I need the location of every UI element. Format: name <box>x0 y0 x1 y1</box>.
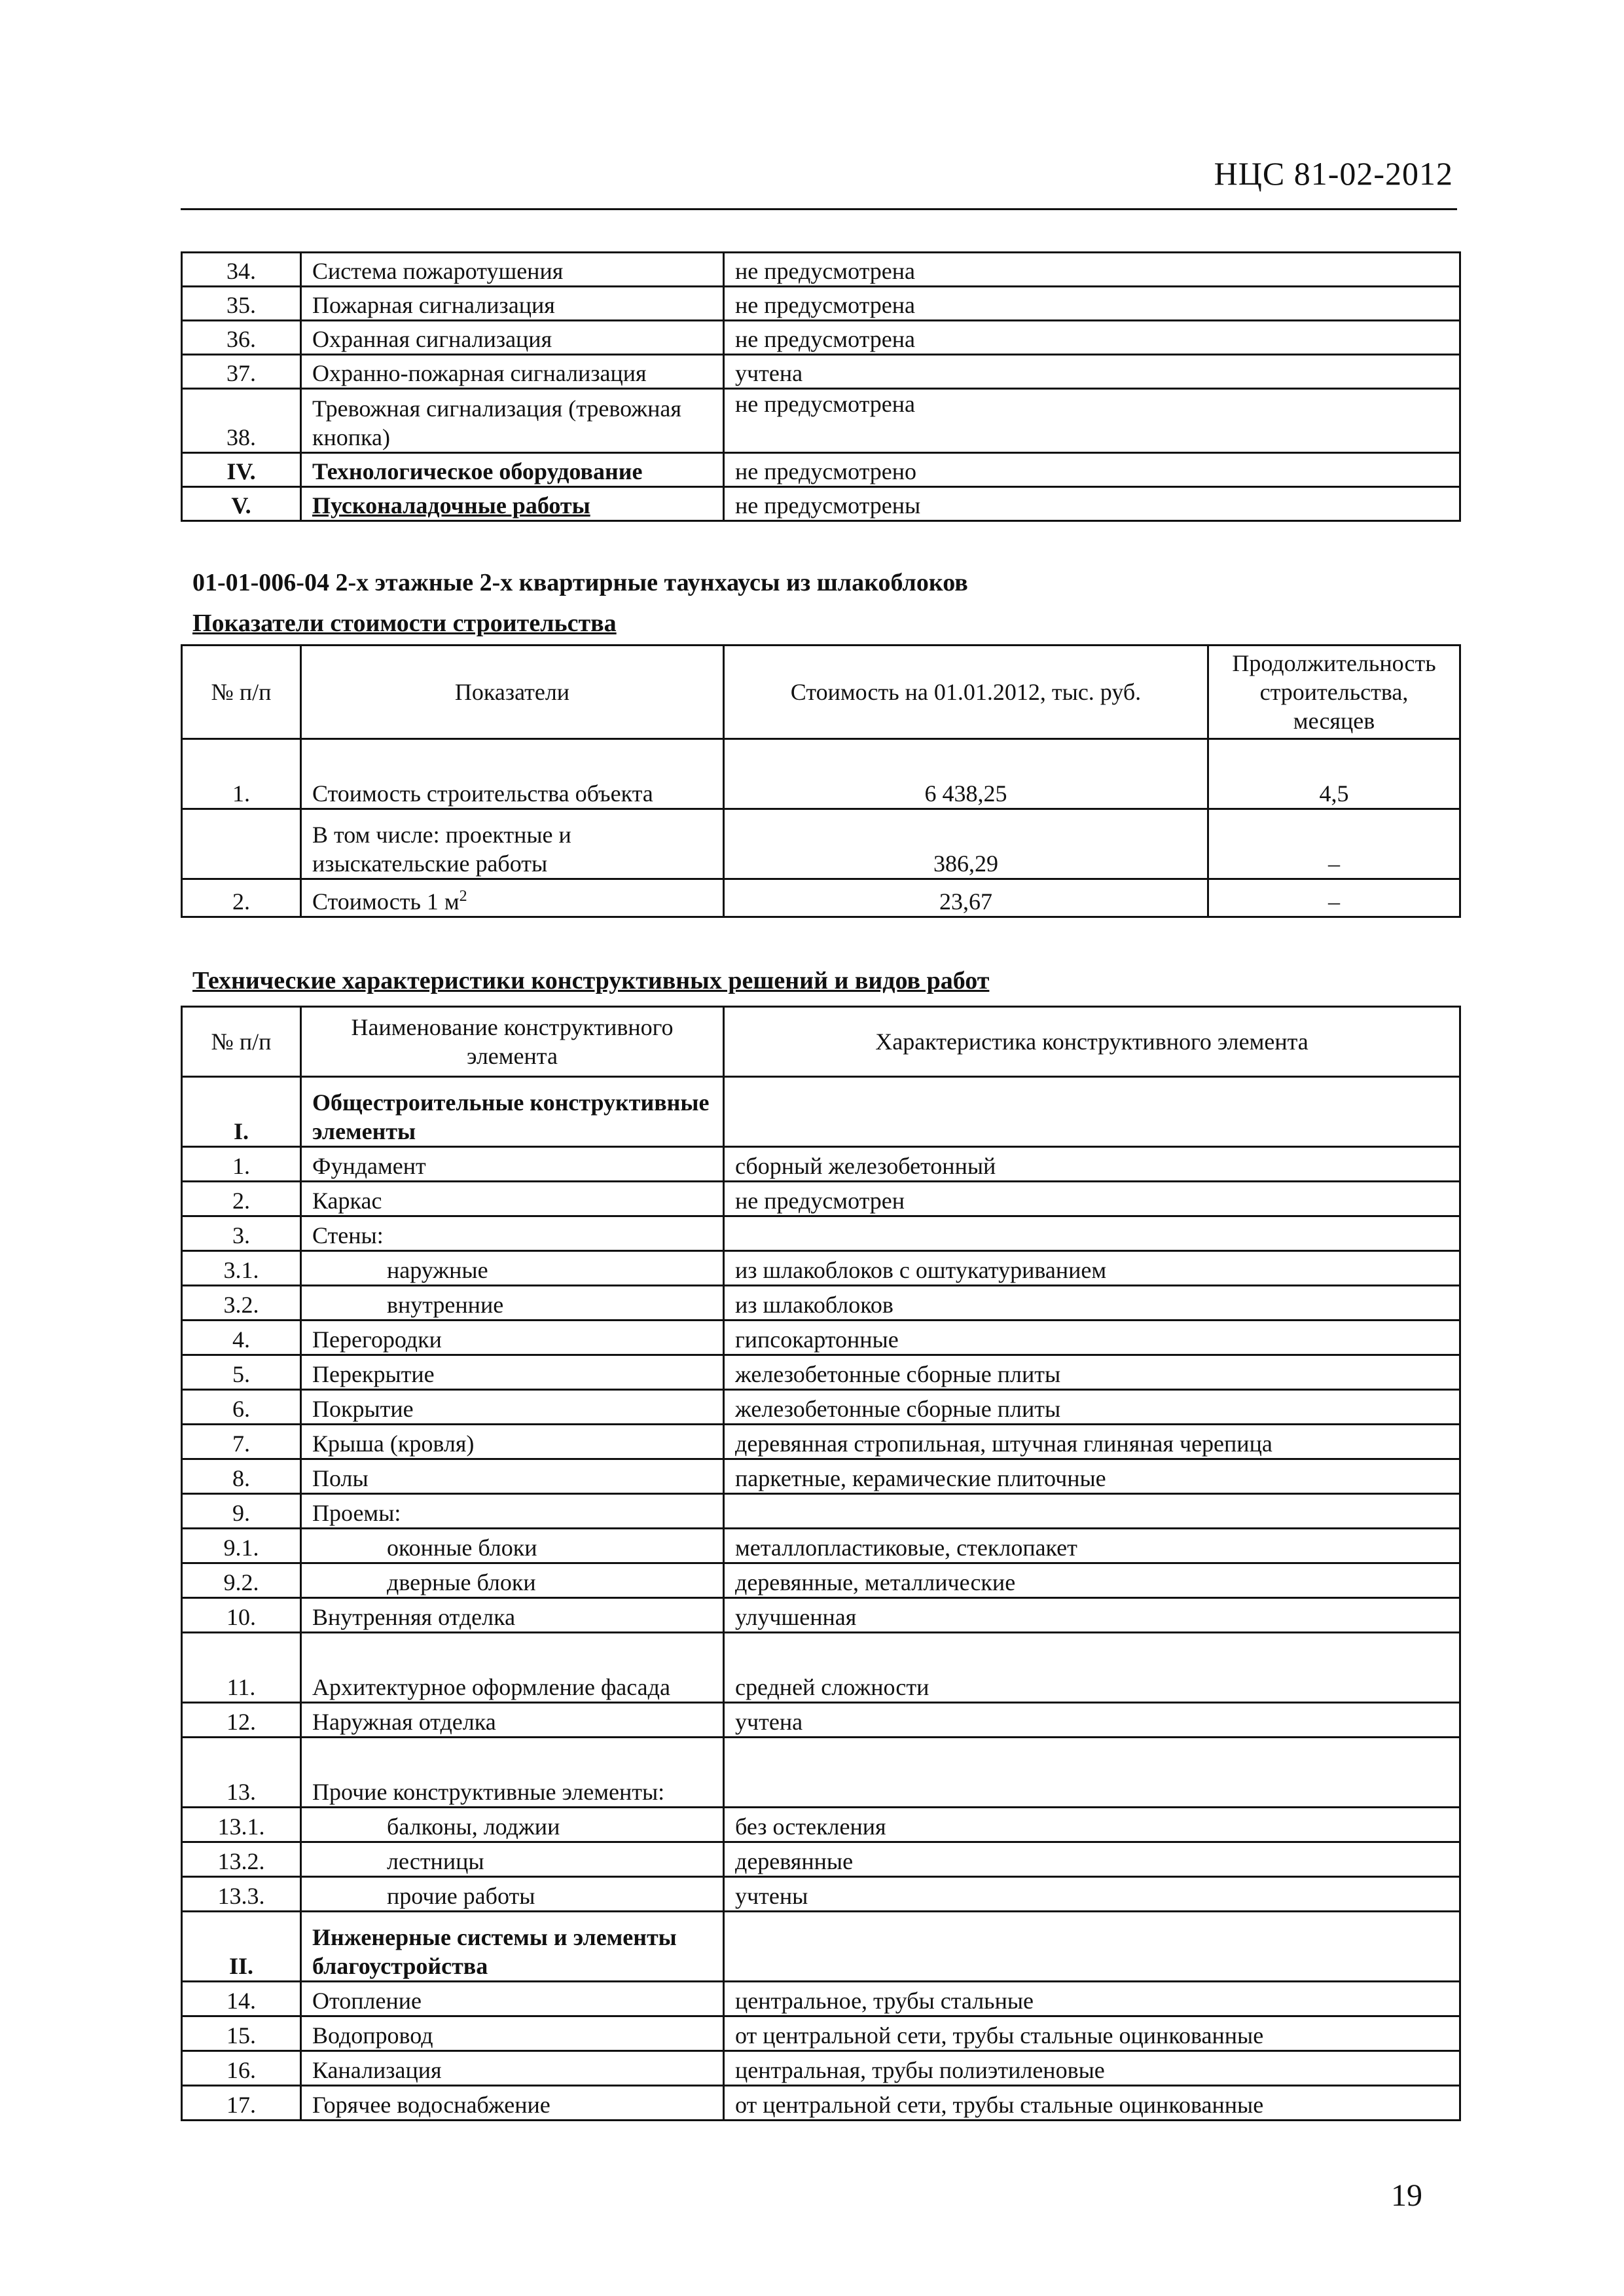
table-row <box>182 809 1460 879</box>
row-value: не предусмотрена <box>724 321 1460 355</box>
row-value: не предусмотрена <box>724 253 1460 287</box>
row-cost: 6 438,25 <box>724 739 1208 809</box>
row-name: Внутренняя отделка <box>301 1598 724 1633</box>
row-name: Каркас <box>301 1182 724 1216</box>
row-name: Технологическое оборудование <box>301 453 724 487</box>
row-value: не предусмотрена <box>724 287 1460 321</box>
table-row <box>182 1982 1460 2016</box>
row-number: I. <box>182 1077 301 1147</box>
row-characteristic: железобетонные сборные плиты <box>724 1355 1460 1390</box>
row-number: IV. <box>182 453 301 487</box>
row-name: Охранно-пожарная сигнализация <box>301 355 724 389</box>
row-number: 8. <box>182 1459 301 1494</box>
row-number: 9. <box>182 1494 301 1529</box>
cost-table <box>181 644 1461 918</box>
row-number: 15. <box>182 2016 301 2051</box>
row-characteristic: от центральной сети, трубы стальные оцинкованные <box>724 2086 1460 2121</box>
row-name: балконы, лоджии <box>301 1808 724 1842</box>
section-title: 01-01-006-04 2-х этажные 2-х квартирные таунхаусы из шлакоблоков <box>192 569 968 596</box>
table-row <box>182 1216 1460 1251</box>
row-number: 12. <box>182 1703 301 1738</box>
row-characteristic: металлопластиковые, стеклопакет <box>724 1529 1460 1563</box>
row-duration: – <box>1208 809 1460 879</box>
table-row <box>182 1355 1460 1390</box>
table-row <box>182 2086 1460 2121</box>
row-cost: 23,67 <box>724 879 1208 917</box>
row-number: V. <box>182 487 301 521</box>
row-name: Прочие конструктивные элементы: <box>301 1738 724 1808</box>
row-number: 5. <box>182 1355 301 1390</box>
row-characteristic: деревянные, металлические <box>724 1563 1460 1598</box>
row-number: 9.2. <box>182 1563 301 1598</box>
systems-table <box>181 251 1461 522</box>
row-characteristic: деревянная стропильная, штучная глиняная черепица <box>724 1425 1460 1459</box>
table-row <box>182 1529 1460 1563</box>
table-row <box>182 1808 1460 1842</box>
table-row <box>182 1842 1460 1877</box>
table-row <box>182 1912 1460 1982</box>
row-characteristic: учтена <box>724 1703 1460 1738</box>
table-row <box>182 355 1460 389</box>
row-name: Перегородки <box>301 1321 724 1355</box>
table-row <box>182 1633 1460 1703</box>
table-row <box>182 1598 1460 1633</box>
row-characteristic: из шлакоблоков <box>724 1286 1460 1321</box>
row-name: Водопровод <box>301 2016 724 2051</box>
row-name: Канализация <box>301 2051 724 2086</box>
row-indicator <box>301 879 724 917</box>
table-row <box>182 2051 1460 2086</box>
row-name: Охранная сигнализация <box>301 321 724 355</box>
header-name: Наименование конструктивного элемента <box>301 1007 724 1077</box>
row-characteristic: центральная, трубы полиэтиленовые <box>724 2051 1460 2086</box>
row-name: оконные блоки <box>301 1529 724 1563</box>
row-name: дверные блоки <box>301 1563 724 1598</box>
row-number <box>182 809 301 879</box>
table-row <box>182 487 1460 521</box>
tech-table <box>181 1006 1461 2121</box>
tech-table-body <box>182 1077 1460 2121</box>
table-row <box>182 739 1460 809</box>
row-number: 2. <box>182 879 301 917</box>
row-number: 1. <box>182 739 301 809</box>
row-characteristic <box>724 1738 1460 1808</box>
row-characteristic: деревянные <box>724 1842 1460 1877</box>
table-row <box>182 1738 1460 1808</box>
table-header-row <box>182 1007 1460 1077</box>
table-row <box>182 1877 1460 1912</box>
tech-table-title: Технические характеристики конструктивных решений и видов работ <box>192 967 990 994</box>
header-duration: Продолжительность строительства, месяцев <box>1208 646 1460 739</box>
row-characteristic: сборный железобетонный <box>724 1147 1460 1182</box>
row-number: 13.2. <box>182 1842 301 1877</box>
row-name: лестницы <box>301 1842 724 1877</box>
row-number: 13. <box>182 1738 301 1808</box>
table-row <box>182 287 1460 321</box>
row-name: Наружная отделка <box>301 1703 724 1738</box>
row-duration: – <box>1208 879 1460 917</box>
table-row <box>182 1286 1460 1321</box>
row-number: 14. <box>182 1982 301 2016</box>
row-indicator: В том числе: проектные и изыскательские работы <box>301 809 724 879</box>
header-cost: Стоимость на 01.01.2012, тыс. руб. <box>724 646 1208 739</box>
row-number: 7. <box>182 1425 301 1459</box>
row-name: наружные <box>301 1251 724 1286</box>
row-characteristic: не предусмотрен <box>724 1182 1460 1216</box>
header-indicator: Показатели <box>301 646 724 739</box>
row-characteristic: центральное, трубы стальные <box>724 1982 1460 2016</box>
row-characteristic <box>724 1077 1460 1147</box>
row-name: Архитектурное оформление фасада <box>301 1633 724 1703</box>
superscript: 2 <box>459 888 467 905</box>
table-row <box>182 1703 1460 1738</box>
row-characteristic: средней сложности <box>724 1633 1460 1703</box>
row-name: Проемы: <box>301 1494 724 1529</box>
table-row <box>182 253 1460 287</box>
row-name: Горячее водоснабжение <box>301 2086 724 2121</box>
row-value: не предусмотрена <box>724 389 1460 453</box>
row-name: прочие работы <box>301 1877 724 1912</box>
cost-table-title: Показатели стоимости строительства <box>192 610 617 637</box>
row-number: 9.1. <box>182 1529 301 1563</box>
row-name: Полы <box>301 1459 724 1494</box>
table-row <box>182 1182 1460 1216</box>
row-name: Инженерные системы и элементы благоустройства <box>301 1912 724 1982</box>
row-name: Тревожная сигнализация (тревожная кнопка) <box>301 389 724 453</box>
row-number: 37. <box>182 355 301 389</box>
table-row <box>182 1390 1460 1425</box>
row-number: 4. <box>182 1321 301 1355</box>
row-number: 2. <box>182 1182 301 1216</box>
row-name: Фундамент <box>301 1147 724 1182</box>
row-value: не предусмотрены <box>724 487 1460 521</box>
row-characteristic <box>724 1912 1460 1982</box>
document-code: НЦС 81-02-2012 <box>1214 155 1453 192</box>
row-number: 3.1. <box>182 1251 301 1286</box>
row-name: Общестроительные конструктивные элементы <box>301 1077 724 1147</box>
table-row <box>182 321 1460 355</box>
row-number: 6. <box>182 1390 301 1425</box>
row-name: Пусконаладочные работы <box>301 487 724 521</box>
row-characteristic: из шлакоблоков с оштукатуриванием <box>724 1251 1460 1286</box>
table-row <box>182 1563 1460 1598</box>
row-value: не предусмотрено <box>724 453 1460 487</box>
row-duration: 4,5 <box>1208 739 1460 809</box>
row-value: учтена <box>724 355 1460 389</box>
table-row <box>182 1251 1460 1286</box>
row-characteristic: паркетные, керамические плиточные <box>724 1459 1460 1494</box>
row-name: Система пожаротушения <box>301 253 724 287</box>
row-name: Пожарная сигнализация <box>301 287 724 321</box>
row-name: Перекрытие <box>301 1355 724 1390</box>
row-characteristic <box>724 1494 1460 1529</box>
row-cost: 386,29 <box>724 809 1208 879</box>
row-number: 16. <box>182 2051 301 2086</box>
row-number: 38. <box>182 389 301 453</box>
row-characteristic: железобетонные сборные плиты <box>724 1390 1460 1425</box>
header-num: № п/п <box>182 646 301 739</box>
row-number: 36. <box>182 321 301 355</box>
header-num: № п/п <box>182 1007 301 1077</box>
row-name: Стены: <box>301 1216 724 1251</box>
row-number: 11. <box>182 1633 301 1703</box>
row-number: 35. <box>182 287 301 321</box>
row-name: внутренние <box>301 1286 724 1321</box>
table-row <box>182 389 1460 453</box>
row-number: II. <box>182 1912 301 1982</box>
row-characteristic <box>724 1216 1460 1251</box>
row-number: 34. <box>182 253 301 287</box>
indicator-text: Стоимость 1 м <box>312 888 460 915</box>
table-row <box>182 1459 1460 1494</box>
table-row <box>182 1321 1460 1355</box>
table-row <box>182 1147 1460 1182</box>
table-row <box>182 879 1460 917</box>
row-characteristic: улучшенная <box>724 1598 1460 1633</box>
row-characteristic: от центральной сети, трубы стальные оцинкованные <box>724 2016 1460 2051</box>
row-name: Отопление <box>301 1982 724 2016</box>
row-characteristic: гипсокартонные <box>724 1321 1460 1355</box>
row-number: 3. <box>182 1216 301 1251</box>
row-number: 10. <box>182 1598 301 1633</box>
table-row <box>182 1425 1460 1459</box>
row-characteristic: без остекления <box>724 1808 1460 1842</box>
row-name: Крыша (кровля) <box>301 1425 724 1459</box>
row-name: Покрытие <box>301 1390 724 1425</box>
table-row <box>182 453 1460 487</box>
table-row <box>182 1494 1460 1529</box>
header-rule <box>181 208 1457 210</box>
table-row <box>182 1077 1460 1147</box>
table-header-row <box>182 646 1460 739</box>
row-characteristic: учтены <box>724 1877 1460 1912</box>
row-number: 3.2. <box>182 1286 301 1321</box>
row-number: 13.3. <box>182 1877 301 1912</box>
page-number: 19 <box>1391 2178 1422 2213</box>
row-number: 13.1. <box>182 1808 301 1842</box>
row-number: 17. <box>182 2086 301 2121</box>
header-char: Характеристика конструктивного элемента <box>724 1007 1460 1077</box>
row-indicator: Стоимость строительства объекта <box>301 739 724 809</box>
table-row <box>182 2016 1460 2051</box>
row-number: 1. <box>182 1147 301 1182</box>
